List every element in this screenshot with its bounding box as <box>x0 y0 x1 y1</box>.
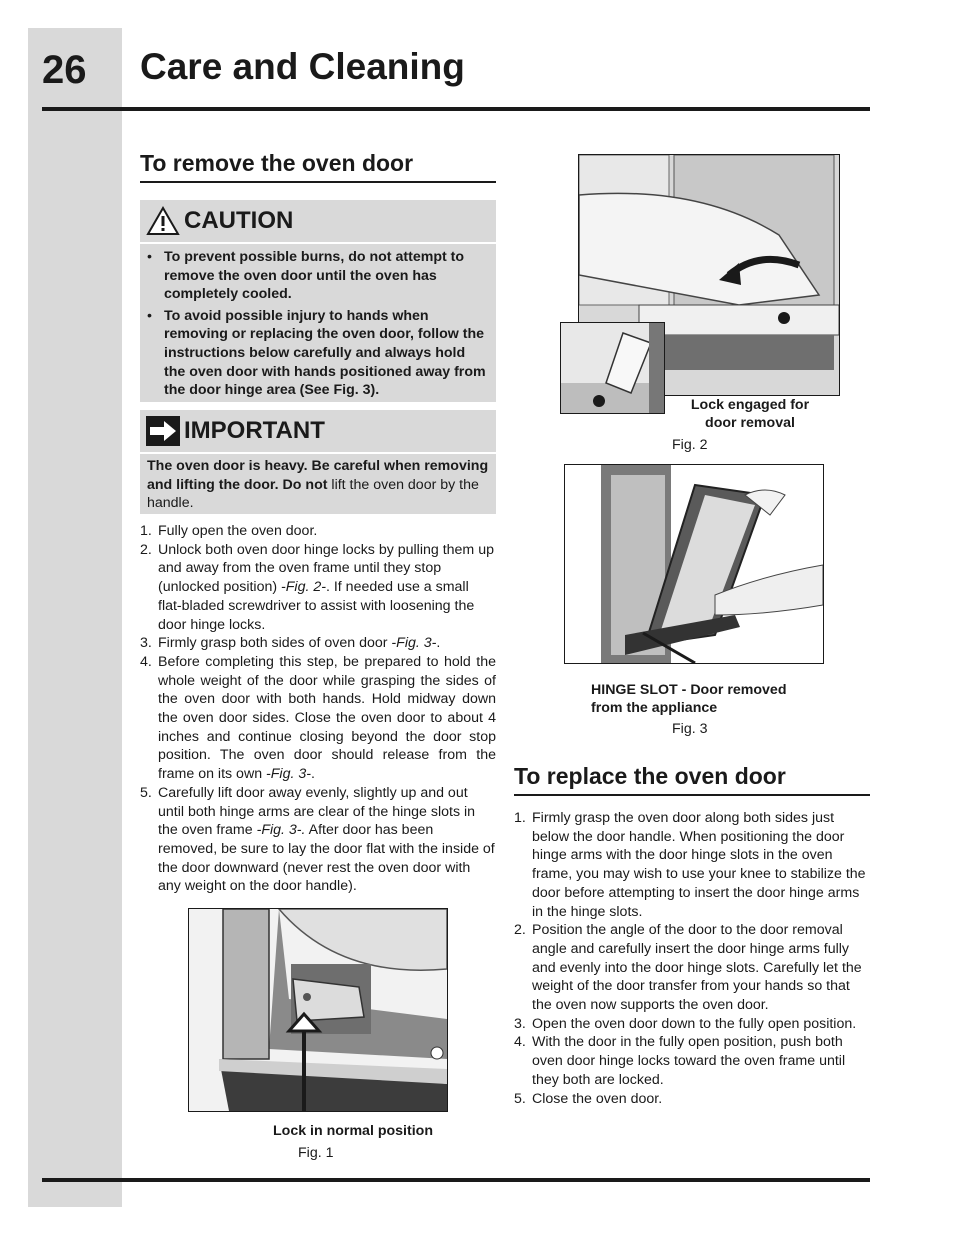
important-plain-text: lift the oven door by the handle. <box>147 476 479 512</box>
list-item: 3. Firmly grasp both sides of oven door -Fig. 3-. <box>140 635 441 652</box>
list-item: 5. Close the oven door. <box>514 1090 663 1107</box>
caution-label: CAUTION <box>184 207 294 234</box>
arrow-right-icon <box>146 416 180 446</box>
remove-steps-list <box>140 522 496 896</box>
replace-steps-list <box>514 809 870 1108</box>
figure-1 <box>188 908 448 1112</box>
fig2-label: Fig. 2 <box>672 437 708 453</box>
bottom-divider <box>42 1178 870 1182</box>
list-item: 2. Unlock both oven door hinge locks by pulling them up and away from the oven frame until they stop (unlocked position) -Fig. 2-. If needed use a small flat-bladed screwdriver to assist with loosening the door hinge locks. <box>140 541 494 633</box>
fig1-callout: Lock in normal position <box>272 1123 433 1139</box>
list-item: 5. Carefully lift door away evenly, slightly up and out until both hinge arms are clear of the hinge slots in the oven frame -Fig. 3-. After door has been removed, be sure to lay the door flat with the inside of the door downward (never rest the oven door with any weight on the door handle). <box>140 784 495 895</box>
list-item: 2. Position the angle of the door to the door removal angle and carefully insert the door hinge arms fully and evenly into the door hinge slots. Carefully let the weight of the door transfer from your hands so that the oven now supports the oven door. <box>514 922 862 1014</box>
page-title: Care and Cleaning <box>140 46 465 87</box>
remove-door-heading-block <box>140 150 496 183</box>
door-removal-illustration <box>565 465 823 663</box>
important-bold-text: The oven door is heavy. Be careful when removing and lifting the door. Do not <box>147 458 489 493</box>
page-number: 26 <box>42 48 87 92</box>
hinge-detail-illustration <box>561 323 664 413</box>
list-item: 4. With the door in the fully open position, push both oven door hinge locks toward the oven frame until they both are locked. <box>514 1034 846 1088</box>
warning-triangle-icon <box>146 206 180 236</box>
remove-door-heading: To remove the oven door <box>140 150 414 176</box>
caution-box <box>140 200 496 402</box>
fig3-label: Fig. 3 <box>672 721 708 737</box>
caution-list <box>140 248 496 400</box>
figure-2-inset <box>560 322 665 414</box>
important-header <box>140 410 496 454</box>
caution-header <box>140 200 496 244</box>
caution-item: • To avoid possible injury to hands when removing or replacing the oven door, follow the instructions below carefully and always hold the oven door with hands positioned away from the door hinge area (See Fig. 3). <box>164 307 488 400</box>
top-divider <box>42 107 870 111</box>
list-item: 1. Fully open the oven door. <box>140 523 318 539</box>
list-item: 4. Before completing this step, be prepared to hold the whole weight of the door while grasping the sides of the oven door with both hands. Hold midway down the oven door sides. Close the oven door to about 4 inches and continue closing beyond the door stop position. The oven door should release from the frame on its own -Fig. 3-. <box>140 653 496 783</box>
fig1-label: Fig. 1 <box>298 1145 334 1161</box>
replace-door-heading: To replace the oven door <box>514 763 786 789</box>
page-sidebar <box>28 28 122 1207</box>
important-label: IMPORTANT <box>184 417 325 444</box>
fig2-callout: Lock engaged for door removal <box>690 397 810 431</box>
list-item: 1. Firmly grasp the oven door along both sides just below the door handle. When positioning the door hinge arms with the door hinge slots in the oven frame, you may wish to use your knee to stabilize the door before attempting to insert the door hinge arms in the hinge slots. <box>514 810 866 920</box>
figure-3 <box>564 464 824 664</box>
replace-door-heading-block <box>514 763 870 796</box>
important-text <box>140 454 496 516</box>
caution-item: • To prevent possible burns, do not attempt to remove the oven door until the oven has completely cooled. <box>164 248 488 304</box>
list-item: 3. Open the oven door down to the fully open position. <box>514 1015 857 1032</box>
important-box <box>140 410 496 514</box>
fig3-callout: HINGE SLOT - Door removed from the appliance <box>591 682 787 716</box>
hinge-lock-illustration <box>189 909 447 1111</box>
